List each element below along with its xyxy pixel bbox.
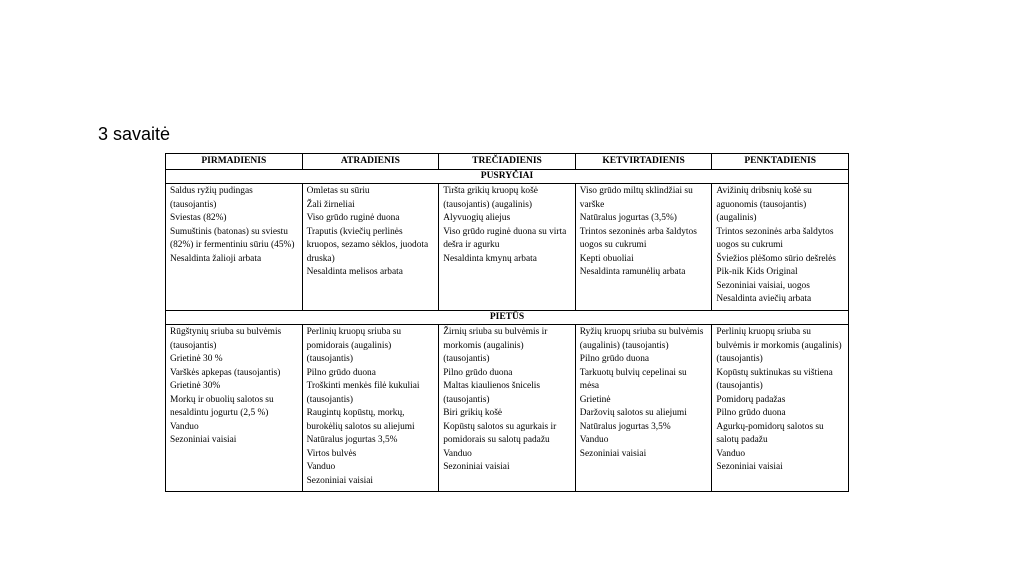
menu-item: Trintos sezoninės arba šaldytos uogos su cukrumi <box>716 226 834 250</box>
menu-item: Viso grūdo ruginė duona su virta dešra ir agurku <box>443 226 567 250</box>
menu-item: Žirnių sriuba su bulvėmis ir morkomis (augalinis) (tausojantis) <box>443 327 548 364</box>
menu-item: Kopūstų suktinukas su vištiena (tausojantis) <box>716 367 833 391</box>
menu-item: Biri grikių košė <box>443 408 503 418</box>
menu-item: Sezoniniai vaisiai <box>306 475 373 486</box>
menu-item: Traputis (kviečių perlinės kruopos, sezamo sėklos, juodota druska) <box>306 226 429 264</box>
menu-cell-friday <box>712 184 849 311</box>
menu-cell-friday <box>712 325 849 492</box>
menu-item: Sumuštinis (batonas) su sviestu (82%) ir fermentiniu sūriu (45%) <box>170 226 295 250</box>
menu-item: Troškinti menkės filė kukuliai (tausojantis) <box>306 381 420 405</box>
menu-item: Pilno grūdo duona <box>579 354 650 364</box>
menu-item: Daržovių salotos su aliejumi <box>579 408 687 418</box>
menu-item: Omletas su sūriu <box>306 186 370 196</box>
menu-item: Sezoniniai vaisiai <box>716 462 783 472</box>
menu-item: Avižinių dribsnių košė su aguonomis (tausojantis) (augalinis) <box>716 186 812 223</box>
menu-item: Pilno grūdo duona <box>716 408 786 418</box>
menu-cell-thursday <box>575 184 712 311</box>
menu-cell-monday <box>166 325 303 492</box>
section-title: PUSRYČIAI <box>166 169 849 184</box>
menu-item: Vanduo <box>170 421 199 432</box>
weekly-menu-table <box>165 153 849 492</box>
menu-item: Natūralus jogurtas 3,5% <box>579 421 671 432</box>
menu-item: Trintos sezoninės arba šaldytos uogos su cukrumi <box>579 226 697 250</box>
menu-item: Vanduo <box>306 462 336 472</box>
menu-item: Sezoniniai vaisiai <box>170 435 237 445</box>
menu-item: Nesaldinta žalioji arbata <box>170 253 262 264</box>
menu-item: Agurkų-pomidorų salotos su salotų padažu <box>716 421 824 445</box>
menu-item: Grietinė <box>579 394 611 405</box>
section-header-row <box>166 310 849 325</box>
menu-item: Nesaldinta ramunėlių arbata <box>579 267 686 277</box>
menu-item: Natūralus jogurtas 3,5% <box>306 435 398 445</box>
menu-item: Viso grūdo miltų sklindžiai su varške <box>579 186 693 210</box>
menu-item: Virtos bulvės <box>306 448 357 459</box>
menu-item: Pilno grūdo duona <box>443 367 513 378</box>
day-header-friday: PENKTADIENIS <box>712 154 849 170</box>
menu-item: Vanduo <box>716 448 746 459</box>
menu-item: Maltas kiaulienos šnicelis (tausojantis) <box>443 381 541 405</box>
menu-item: Kopūstų salotos su agurkais ir pomidorais su salotų padažu <box>443 421 557 445</box>
menu-row <box>166 325 849 492</box>
day-header-thursday: KETVIRTADIENIS <box>575 154 712 170</box>
menu-item: Varškės apkepas (tausojantis) <box>170 367 281 378</box>
menu-item: Sviestas (82%) <box>170 213 227 223</box>
menu-item: Viso grūdo ruginė duona <box>306 213 400 223</box>
menu-cell-thursday <box>575 325 712 492</box>
day-header-wednesday: TREČIADIENIS <box>439 154 576 170</box>
menu-item: Vanduo <box>443 448 472 459</box>
menu-item: Perlinių kruopų sriuba su pomidorais (augalinis) (tausojantis) <box>306 327 402 364</box>
section-title: PIETŪS <box>166 310 849 325</box>
menu-item: Sezoniniai vaisiai <box>443 462 510 472</box>
menu-item: Pilno grūdo duona <box>306 367 376 378</box>
menu-item: Kepti obuoliai <box>579 253 634 264</box>
menu-item: Grietinė 30 % <box>170 354 223 364</box>
menu-item: Alyvuogių aliejus <box>443 213 511 223</box>
menu-cell-tuesday <box>302 325 439 492</box>
menu-item: Sezoniniai vaisiai <box>579 448 647 459</box>
menu-item: Nesaldinta melisos arbata <box>306 267 403 277</box>
day-header-monday: PIRMADIENIS <box>166 154 303 170</box>
menu-item: Žali žirneliai <box>306 199 355 210</box>
menu-item: Natūralus jogurtas (3,5%) <box>579 213 677 223</box>
day-header-row <box>166 154 849 170</box>
day-header-tuesday: ATRADIENIS <box>302 154 439 170</box>
menu-item: Nesaldinta aviečių arbata <box>716 294 812 304</box>
menu-cell-wednesday <box>439 184 576 311</box>
menu-item: Grietinė 30% <box>170 381 221 391</box>
menu-cell-monday <box>166 184 303 311</box>
menu-item: Tiršta grikių kruopų košė (tausojantis) (augalinis) <box>443 186 538 210</box>
menu-item: Pomidorų padažas <box>716 394 786 405</box>
menu-cell-wednesday <box>439 325 576 492</box>
menu-item: Rūgštynių sriuba su bulvėmis (tausojantis) <box>170 327 282 351</box>
menu-item: Vanduo <box>579 435 609 445</box>
menu-cell-tuesday <box>302 184 439 311</box>
menu-row <box>166 184 849 311</box>
menu-item: Morkų ir obuolių salotos su nesaldintu jogurtu (2,5 %) <box>170 394 274 418</box>
menu-item: Sezoniniai vaisiai, uogos <box>716 280 810 291</box>
menu-item: Ryžių kruopų sriuba su bulvėmis (augalinis) (tausojantis) <box>579 327 704 351</box>
page-title: 3 savaitė <box>98 124 171 144</box>
menu-item: Perlinių kruopų sriuba su bulvėmis ir morkomis (augalinis) (tausojantis) <box>716 327 842 364</box>
menu-item: Tarkuotų bulvių cepelinai su mėsa <box>579 367 687 391</box>
menu-item: Nesaldinta kmynų arbata <box>443 253 537 264</box>
menu-item: Raugintų kopūstų, morkų, burokėlių salotos su aliejumi <box>306 408 415 432</box>
menu-item: Šviežios plėšomo sūrio dešrelės Pik-nik Kids Original <box>716 253 836 277</box>
section-header-row <box>166 169 849 184</box>
menu-item: Saldus ryžių pudingas (tausojantis) <box>170 186 253 210</box>
